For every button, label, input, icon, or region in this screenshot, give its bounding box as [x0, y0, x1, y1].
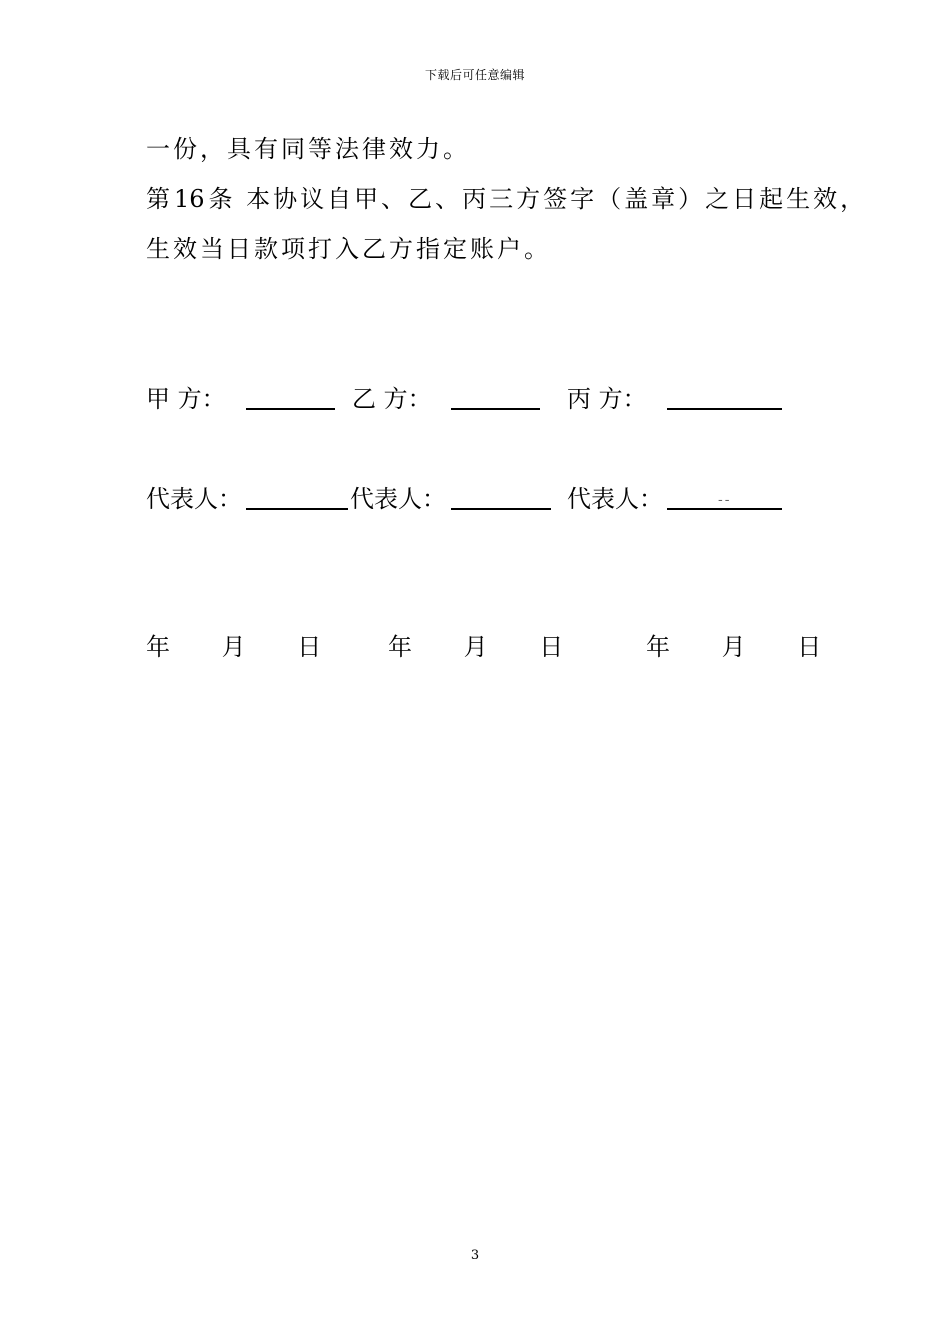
rep-a-blank — [246, 508, 348, 510]
article-prefix: 第 — [146, 185, 173, 213]
rep-c-label: 代表人： — [567, 485, 663, 513]
article-number: 16 — [174, 185, 205, 213]
party-a-blank — [246, 408, 335, 410]
rep-a-label: 代表人： — [146, 485, 242, 513]
date-a: 年 月 日 — [146, 633, 344, 661]
party-a-label: 甲 方： — [146, 385, 226, 413]
rep-c-blank — [667, 508, 782, 510]
party-c-blank — [667, 408, 782, 410]
body-line-2 — [146, 184, 867, 214]
article-text: 条 本协议自甲、乙、丙三方签字（盖章）之日起生效， — [208, 185, 868, 213]
party-c-label: 丙 方： — [567, 385, 647, 413]
rep-c-mark: -- — [718, 492, 732, 508]
rep-b-label: 代表人： — [350, 485, 446, 513]
party-b-label: 乙 方： — [352, 385, 432, 413]
rep-b-blank — [451, 508, 551, 510]
date-b: 年 月 日 — [388, 633, 586, 661]
body-line-3: 生效当日款项打入乙方指定账户。 — [146, 235, 551, 263]
party-b-blank — [451, 408, 540, 410]
page-number: 3 — [470, 1248, 480, 1263]
page-header: 下载后可任意编辑 — [424, 68, 525, 82]
body-line-1: 一份，具有同等法律效力。 — [146, 135, 470, 163]
date-c: 年 月 日 — [646, 633, 844, 661]
